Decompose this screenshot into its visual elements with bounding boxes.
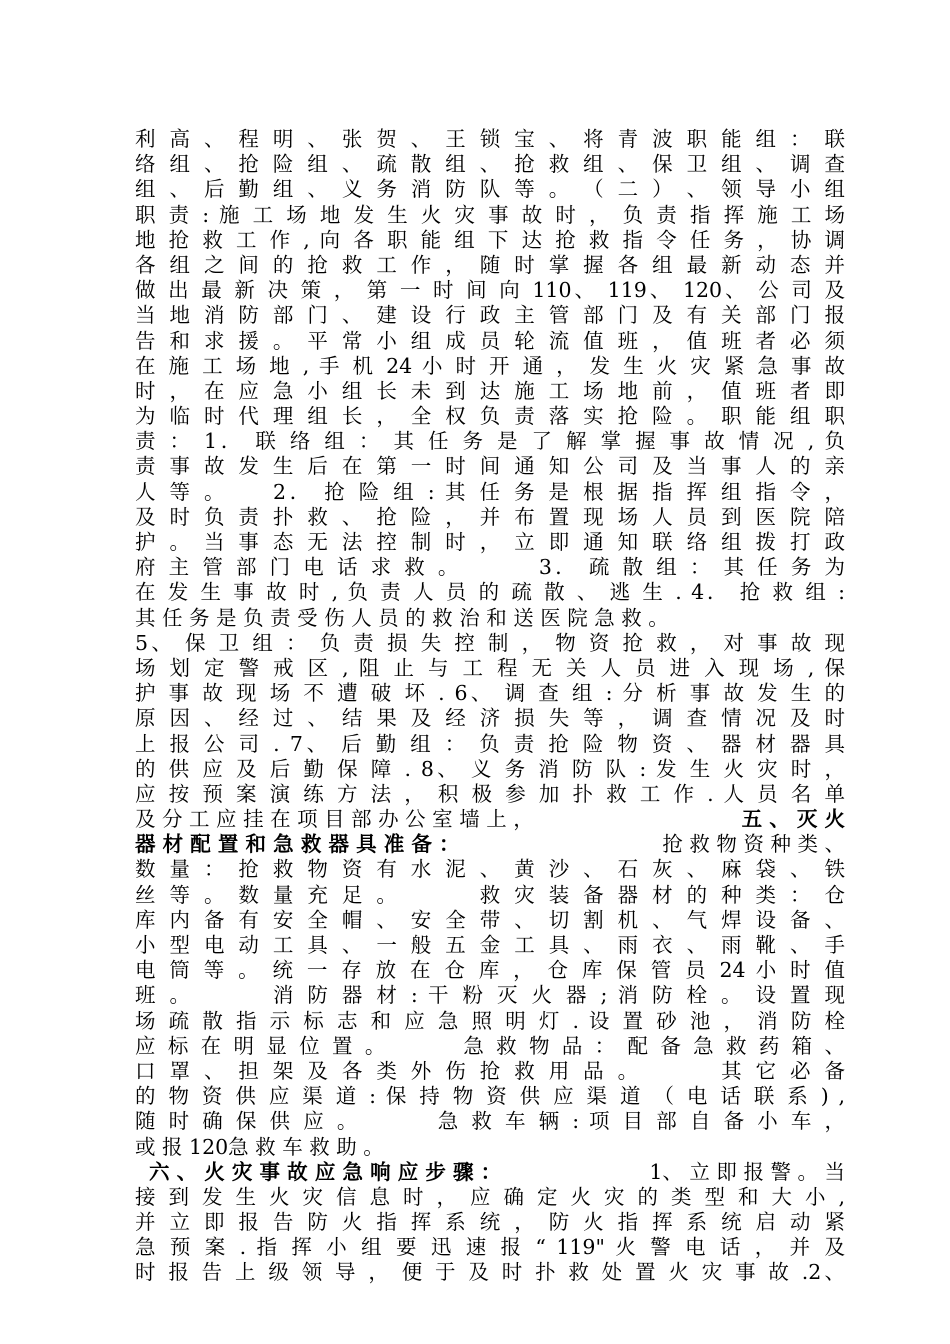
text-line: 时 报 告 上 级 领 导 ， 便 于 及 时 扑 救 处 置 火 灾 事 故 .2、 [135,1260,845,1285]
text-line: 随 时 确 保 供 应 。 急 救 车 辆 : 项 目 部 自 备 小 车 ， [135,1109,845,1134]
text-segment: 及 分 工 应 挂 在 项 目 部 办 公 室 墙 上 ， [135,807,534,832]
text-line: 上 报 公 司 . 7、 后 勤 组 ： 负 责 抢 险 物 资 、 器 材 器 具 [135,731,845,756]
text-line [135,807,845,832]
text-line: 丝 等 。 数 量 充 足 。 救 灾 装 备 器 材 的 种 类 ： 仓 [135,882,845,907]
text-line: 职 责 : 施 工 场 地 发 生 火 灾 事 故 时 ， 负 责 指 挥 施 工 场 [135,202,845,227]
document-body [135,127,845,1286]
text-line: 护 事 故 现 场 不 遭 破 坏 . 6、 调 查 组 : 分 析 事 故 发 生 的 [135,681,845,706]
text-line: 数 量 ： 抢 救 物 资 有 水 泥 、 黄 沙 、 石 灰 、 麻 袋 、 铁 [135,857,845,882]
text-line: 络 组 、 抢 险 组 、 疏 散 组 、 抢 救 组 、 保 卫 组 、 调 查 [135,152,845,177]
section-heading-5-cont: 器 材 配 置 和 急 救 器 具 准 备 ： [135,832,460,857]
text-line: 班 。 消 防 器 材 : 干 粉 灭 火 器 ; 消 防 栓 。 设 置 现 [135,983,845,1008]
text-line: 口 罩 、 担 架 及 各 类 外 伤 抢 救 用 品 。 其 它 必 备 [135,1058,845,1083]
text-line: 在 发 生 事 故 时 , 负 责 人 员 的 疏 散 、 逃 生 . 4． 抢 救 组 : [135,580,845,605]
text-segment: 1、 立 即 报 警 。 当 [649,1159,845,1184]
text-line: 电 筒 等 。 统 一 存 放 在 仓 库 ， 仓 库 保 管 员 24 小 时 值 [135,958,845,983]
text-line: 库 内 备 有 安 全 帽 、 安 全 带 、 切 割 机 、 气 焊 设 备 、 [135,907,845,932]
text-line: 府 主 管 部 门 电 话 求 救 。 3． 疏 散 组 ： 其 任 务 为 [135,555,845,580]
text-line: 5、 保 卫 组 ： 负 责 损 失 控 制 ， 物 资 抢 救 ， 对 事 故 现 [135,630,845,655]
text-line: 地 抢 救 工 作 , 向 各 职 能 组 下 达 抢 救 指 令 任 务 ， 协 调 [135,227,845,252]
text-line: 场 划 定 警 戒 区 , 阻 止 与 工 程 无 关 人 员 进 入 现 场 , 保 [135,655,845,680]
text-line: 原 因 、 经 过 、 结 果 及 经 济 损 失 等 ， 调 查 情 况 及 时 [135,706,845,731]
text-line: 急 预 案 . 指 挥 小 组 要 迅 速 报 “ 119" 火 警 电 话 ， 并 及 [135,1235,845,1260]
text-line: 各 组 之 间 的 抢 救 工 作 ， 随 时 掌 握 各 组 最 新 动 态 并 [135,252,845,277]
text-line [135,832,845,857]
text-line: 或 报 120急 救 车 救 助 。 [135,1134,384,1159]
text-line: 应 标 在 明 显 位 置 。 急 救 物 品 ： 配 备 急 救 药 箱 、 [135,1033,845,1058]
text-line: 其 任 务 是 负 责 受 伤 人 员 的 救 治 和 送 医 院 急 救 。 [135,605,669,630]
text-line: 告 和 求 援 。 平 常 小 组 成 员 轮 流 值 班 ， 值 班 者 必 须 [135,328,845,353]
text-line: 为 临 时 代 理 组 长 ， 全 权 负 责 落 实 抢 险 。 职 能 组 职 [135,404,845,429]
text-line: 并 立 即 报 告 防 火 指 挥 系 统 ， 防 火 指 挥 系 统 启 动 紧 [135,1210,845,1235]
text-line: 责 事 故 发 生 后 在 第 一 时 间 通 知 公 司 及 当 事 人 的 亲 [135,454,845,479]
text-line: 的 物 资 供 应 渠 道 : 保 持 物 资 供 应 渠 道 （ 电 话 联 系 ) , [135,1084,845,1109]
text-line: 护 。 当 事 态 无 法 控 制 时 ， 立 即 通 知 联 络 组 拨 打 政 [135,530,845,554]
text-line [135,1160,845,1185]
text-line: 应 按 预 案 演 练 方 法 ， 积 极 参 加 扑 救 工 作 . 人 员 名 单 [135,781,845,806]
text-line: 小 型 电 动 工 具 、 一 般 五 金 工 具 、 雨 衣 、 雨 靴 、 手 [135,933,845,957]
text-line: 时 ， 在 应 急 小 组 长 未 到 达 施 工 场 地 前 ， 值 班 者 即 [135,378,845,403]
text-line: 场 疏 散 指 示 标 志 和 应 急 照 明 灯 . 设 置 砂 池 ， 消 防 栓 [135,1008,845,1033]
text-line: 接 到 发 生 火 灾 信 息 时 ， 应 确 定 火 灾 的 类 型 和 大 小 , [135,1184,845,1209]
text-line: 组 、 后 勤 组 、 义 务 消 防 队 等 。 （ 二 ） 、 领 导 小 组 [135,177,845,202]
text-segment: 抢 救 物 资 种 类 、 [662,832,845,857]
text-line: 人 等 。 2． 抢 险 组 : 其 任 务 是 根 据 指 挥 组 指 令 ， [135,479,845,504]
text-line: 在 施 工 场 地 , 手 机 24 小 时 开 通 ， 发 生 火 灾 紧 急 事 故 [135,353,845,378]
text-line: 责 ： 1． 联 络 组 ： 其 任 务 是 了 解 掌 握 事 故 情 况 , 负 [135,429,845,454]
section-heading-5: 五 、 灭 火 [741,807,845,832]
text-line: 利 高 、 程 明 、 张 贺 、 王 锁 宝 、 将 青 波 职 能 组 ： 联 [135,127,845,151]
text-line: 的 供 应 及 后 勤 保 障 . 8、 义 务 消 防 队 : 发 生 火 灾 时 ， [135,756,845,781]
text-line: 做 出 最 新 决 策 ， 第 一 时 间 向 110、 119、 120、 公 司 及 [135,278,845,303]
text-line: 及 时 负 责 扑 救 、 抢 险 ， 并 布 置 现 场 人 员 到 医 院 陪 [135,504,845,529]
text-line: 当 地 消 防 部 门 、 建 设 行 政 主 管 部 门 及 有 关 部 门 报 [135,303,845,328]
section-heading-6: 六 、 火 灾 事 故 应 急 响 应 步 骤 ： [149,1159,502,1184]
